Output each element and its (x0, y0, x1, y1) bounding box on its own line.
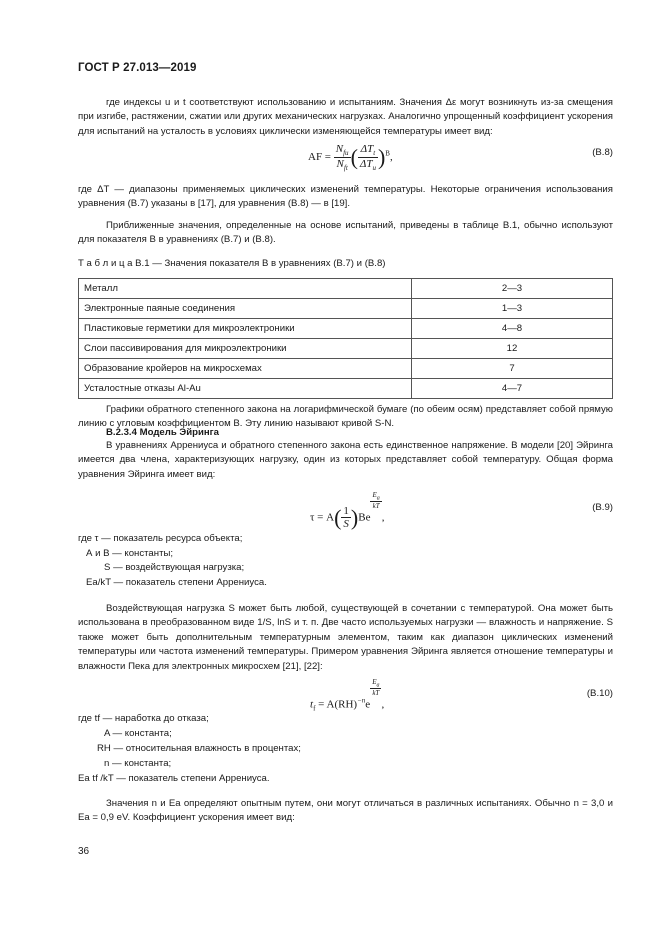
table-cell-material: Образование кройеров на микросхемах (79, 359, 412, 379)
fraction-delta-t: $\frac{\Delta T_t}{\Delta T_u}$ (359, 143, 376, 173)
formula-b8: AF = $\frac{N_{fu}}{N_{ft}}$ ( $\frac{\Delta T_t}{\Delta T_u}$ )$^B$, (308, 143, 393, 173)
table-cell-material: Электронные паяные соединения (79, 299, 412, 319)
table-row (79, 339, 613, 359)
formula-b9: τ = A( $\frac{1}{S}$ )Be $\frac{E_a}{kT}$ , (310, 491, 385, 531)
table-cell-material: Металл (79, 279, 412, 299)
def-tf: где tf — наработка до отказа; (78, 713, 209, 724)
table-cell-value: 12 (412, 339, 613, 359)
page-header: ГОСТ Р 27.013—2019 (78, 62, 197, 74)
page-number: 36 (78, 846, 90, 857)
table-cell-value: 2—3 (412, 279, 613, 299)
table-row (79, 319, 613, 339)
table-row (79, 299, 613, 319)
formula-b9-label: (B.9) (592, 502, 613, 513)
paragraph-2: где ΔT — диапазоны применяемых циклических изменений температуры. Некоторые ограничения использования уравнения (B.7) указаны в [17], для уравнения (B.8) — в [19]. (78, 184, 613, 210)
table-row (79, 359, 613, 379)
formula-b8-lhs: AF = (308, 151, 332, 164)
table-cell-material: Слои пассивирования для микроэлектроники (79, 339, 412, 359)
paragraph-5: В уравнениях Аррениуса и обратного степенного закона есть единственное напряжение. В модели [20] Эйринга имеется два члена, характеризующих нагрузку, один из которых представляет собой температуру. Общая форма уравнения Эйринга имеет вид: (78, 440, 613, 480)
table-b1 (78, 278, 613, 399)
formula-b10: $t_f = A(RH)^{-n}e$ $\frac{E_a}{kT}$ , (310, 678, 385, 713)
table-cell-value: 4—8 (412, 319, 613, 339)
formula-b10-label: (B.10) (586, 688, 613, 699)
table-row (79, 379, 613, 399)
def-ea-kt: Ea/kT — показатель степени Аррениуса. (86, 577, 267, 588)
table-cell-material: Пластиковые герметики для микроэлектроники (79, 319, 412, 339)
table-caption: Т а б л и ц а B.1 — Значения показателя B в уравнениях (B.7) и (B.8) (78, 258, 386, 269)
def-rh: RH — относительная влажность в процентах; (97, 743, 301, 754)
def-n: n — константа; (104, 758, 172, 769)
paragraph-1: где индексы u и t соответствуют использованию и испытаниям. Значения Δε могут возникнуть из-за смещения при изгибе, растяжении, сжатии или других механических нагрузках. Аналогично упрощенный коэффициент ускорения для испытаний на усталость в условиях циклически изменяющейся температуры имеет вид: (78, 97, 613, 137)
table-cell-value: 4—7 (412, 379, 613, 399)
paragraph-3: Приближенные значения, определенные на основе испытаний, приведены в таблице B.1, обычно используют для показателя B в уравнениях (B.7) и (B.8). (78, 220, 613, 246)
def-ab: А и В — константы; (86, 548, 174, 559)
def-s: S — воздействующая нагрузка; (104, 562, 245, 573)
def-a: A — константа; (104, 728, 172, 739)
paragraph-6: Воздействующая нагрузка S может быть любой, существующей в сочетании с температурой. Она может быть использована в преобразованном виде 1/S, lnS и т. п. Две часто используемых нагрузки — влажность и напряжение. S также может быть дополнительным температурным элементом, таким как диапазон циклических изменений температуры или частота изменений температуры. Примером уравнения Эйринга является отношение температуры и влажности Пека для электронных микросхем [21], [22]: (78, 603, 613, 672)
formula-b8-label: (B.8) (592, 147, 613, 158)
def-tau: где τ — показатель ресурса объекта; (78, 533, 243, 544)
paragraph-7: Значения n и Ea определяют опытным путем, они могут отличаться в различных испытаниях. Обычно n = 3,0 и Ea = 0,9 eV. Коэффициент ускорения имеет вид: (78, 798, 613, 824)
table-cell-value: 1—3 (412, 299, 613, 319)
def-ea-tf-kt: Ea tf /kT — показатель степени Аррениуса. (78, 773, 270, 784)
paragraph-4: Графики обратного степенного закона на логарифмической бумаге (по обеим осям) представляет собой прямую линию с угловым коэффициентом B. Эту линию называют кривой S-N. (78, 404, 613, 430)
fraction-n: $\frac{N_{fu}}{N_{ft}}$ (335, 143, 349, 173)
section-title: B.2.3.4 Модель Эйринга (106, 427, 220, 438)
table-row (79, 279, 613, 299)
table-cell-material: Усталостные отказы Al-Au (79, 379, 412, 399)
table-cell-value: 7 (412, 359, 613, 379)
